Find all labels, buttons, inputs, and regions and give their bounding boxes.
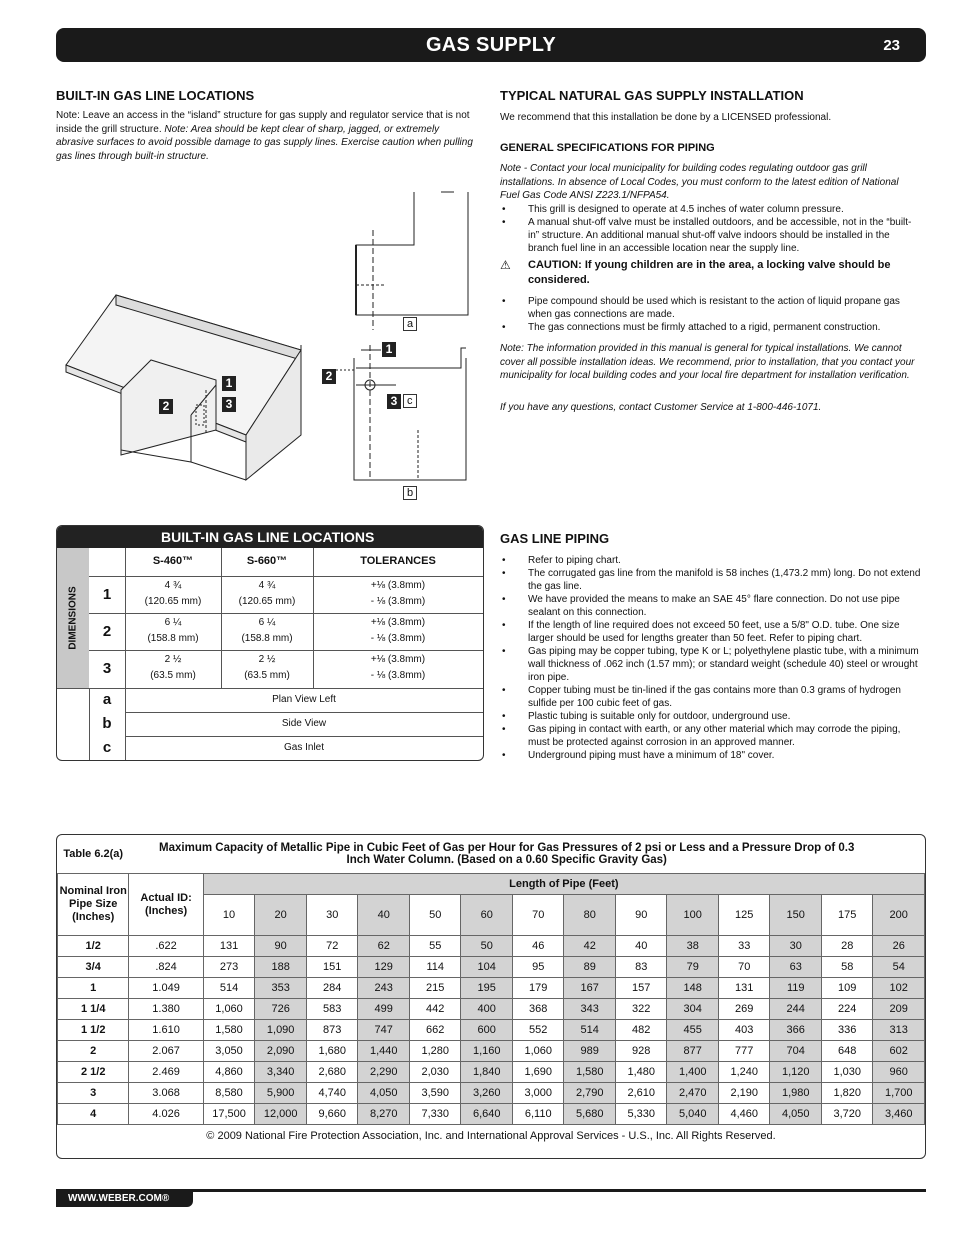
- cell-s660: 4 ¾: [258, 580, 276, 591]
- capacity-value: 989: [564, 1041, 616, 1062]
- length-header: 200: [873, 895, 925, 936]
- legend-key: c: [102, 739, 112, 756]
- capacity-value: 17,500: [203, 1104, 255, 1125]
- capacity-value: 336: [821, 1020, 873, 1041]
- capacity-value: 777: [718, 1041, 770, 1062]
- warning-icon: ⚠: [500, 258, 511, 272]
- capacity-value: 83: [615, 957, 667, 978]
- legend-key: b: [102, 715, 112, 732]
- table-row: [58, 999, 925, 1020]
- length-header: 20: [255, 895, 307, 936]
- capacity-value: 12,000: [255, 1104, 307, 1125]
- cell-tol-minus: - ⅛ (3.8mm): [370, 633, 426, 644]
- capacity-value: 179: [512, 978, 564, 999]
- capacity-value: 1,580: [564, 1062, 616, 1083]
- length-header: 90: [615, 895, 667, 936]
- capacity-value: 195: [461, 978, 513, 999]
- capacity-value: 167: [564, 978, 616, 999]
- list-item: • The gas connections must be firmly attached to a rigid, permanent construction.: [500, 321, 920, 334]
- label-a: a: [403, 317, 417, 331]
- cell-tol-plus: +⅛ (3.8mm): [370, 654, 426, 665]
- capacity-value: 4,860: [203, 1062, 255, 1083]
- cell-tol-plus: +⅛ (3.8mm): [370, 617, 426, 628]
- capacity-value: 8,270: [358, 1104, 410, 1125]
- capacity-value: 104: [461, 957, 513, 978]
- capacity-value: 4,050: [770, 1104, 822, 1125]
- pipe-size: 3/4: [58, 957, 129, 978]
- actual-id: 2.067: [129, 1041, 203, 1062]
- cell-s460: 4 ¾: [164, 580, 182, 591]
- capacity-value: 90: [255, 936, 307, 957]
- capacity-value: 215: [409, 978, 461, 999]
- capacity-value: 1,090: [255, 1020, 307, 1041]
- row-number: 2: [102, 623, 112, 640]
- capacity-value: 129: [358, 957, 410, 978]
- section-heading-natural-gas: TYPICAL NATURAL GAS SUPPLY INSTALLATION: [500, 88, 804, 103]
- capacity-value: 514: [203, 978, 255, 999]
- table-title: Maximum Capacity of Metallic Pipe in Cubic Feet of Gas per Hour for Gas Pressures of 2 psi or Less and a Pressure Drop of 0.3 Inch Water Column. (Based on a 0.60 Specific Gravity Gas): [159, 842, 855, 866]
- capacity-value: 313: [873, 1020, 925, 1041]
- capacity-value: 3,050: [203, 1041, 255, 1062]
- legend-value: Side View: [281, 718, 327, 729]
- capacity-value: 2,470: [667, 1083, 719, 1104]
- cell-s660-mm: (158.8 mm): [241, 633, 293, 644]
- table-id: Table 6.2(a): [63, 848, 124, 860]
- footer-url[interactable]: WWW.WEBER.COM®: [56, 1189, 193, 1207]
- actual-id: 1.049: [129, 978, 203, 999]
- capacity-value: 304: [667, 999, 719, 1020]
- legend-value: Gas Inlet: [283, 742, 325, 753]
- contact-note: If you have any questions, contact Customer Service at 1-800-446-1071.: [500, 402, 822, 413]
- list-item: • Refer to piping chart.: [500, 554, 922, 567]
- pipe-size: 1: [58, 978, 129, 999]
- capacity-value: 5,900: [255, 1083, 307, 1104]
- capacity-value: 50: [461, 936, 513, 957]
- col-header-actual-id: Actual ID: (Inches): [129, 874, 203, 936]
- capacity-value: 1,120: [770, 1062, 822, 1083]
- capacity-value: 38: [667, 936, 719, 957]
- capacity-value: 119: [770, 978, 822, 999]
- capacity-value: 499: [358, 999, 410, 1020]
- length-header: 100: [667, 895, 719, 936]
- dimensions-side-label: DIMENSIONS: [57, 548, 89, 688]
- capacity-value: 33: [718, 936, 770, 957]
- capacity-value: 583: [306, 999, 358, 1020]
- capacity-value: 368: [512, 999, 564, 1020]
- capacity-value: 4,740: [306, 1083, 358, 1104]
- pipe-size: 1 1/4: [58, 999, 129, 1020]
- list-item: • A manual shut-off valve must be installed outdoors, and be accessible, not in the “built-in” structure. An additional manual shut-off valve indoors should be installed in the branch fuel line in an accessible location near the supply line.: [500, 216, 920, 255]
- capacity-value: 26: [873, 936, 925, 957]
- capacity-value: 2,190: [718, 1083, 770, 1104]
- callout-2-iso: 2: [159, 399, 173, 414]
- length-header: 30: [306, 895, 358, 936]
- capacity-value: 2,680: [306, 1062, 358, 1083]
- capacity-value: 514: [564, 1020, 616, 1041]
- capacity-value: 284: [306, 978, 358, 999]
- builtin-note: [56, 109, 476, 163]
- caution-text: CAUTION: If young children are in the area, a locking valve should be considered.: [528, 259, 891, 286]
- callout-1-iso: 1: [222, 376, 236, 391]
- capacity-value: 5,680: [564, 1104, 616, 1125]
- capacity-value: 70: [718, 957, 770, 978]
- capacity-value: 9,660: [306, 1104, 358, 1125]
- cell-tol-minus: - ⅛ (3.8mm): [370, 670, 426, 681]
- list-item: • Underground piping must have a minimum of 18" cover.: [500, 749, 922, 762]
- capacity-value: 442: [409, 999, 461, 1020]
- capacity-value: 46: [512, 936, 564, 957]
- callout-2-side: 2: [322, 369, 336, 384]
- capacity-value: 95: [512, 957, 564, 978]
- capacity-value: 58: [821, 957, 873, 978]
- capacity-value: 131: [718, 978, 770, 999]
- callout-3-side: 3: [387, 394, 401, 409]
- capacity-value: 3,720: [821, 1104, 873, 1125]
- cell-s460: 2 ½: [164, 654, 182, 665]
- row-number: 1: [102, 586, 112, 603]
- builtin-note-plain: Note: Leave an access in the “island” structure for gas supply and regulator service that is not inside the grill structure.: [56, 110, 470, 135]
- length-header: 40: [358, 895, 410, 936]
- table-row: [58, 1104, 925, 1125]
- pipe-size: 1/2: [58, 936, 129, 957]
- actual-id: .824: [129, 957, 203, 978]
- pipe-size: 4: [58, 1104, 129, 1125]
- capacity-value: 1,580: [203, 1020, 255, 1041]
- spec-heading: GENERAL SPECIFICATIONS FOR PIPING: [500, 142, 715, 154]
- page-header: [56, 28, 926, 62]
- table-row: [58, 1083, 925, 1104]
- capacity-table: [56, 834, 926, 1159]
- pipe-size: 2: [58, 1041, 129, 1062]
- capacity-value: 63: [770, 957, 822, 978]
- callout-1-side: 1: [382, 342, 396, 357]
- capacity-value: 224: [821, 999, 873, 1020]
- capacity-value: 2,290: [358, 1062, 410, 1083]
- spec-bullets-2: [500, 295, 920, 334]
- caution-block: [500, 258, 920, 288]
- capacity-value: 151: [306, 957, 358, 978]
- capacity-value: 157: [615, 978, 667, 999]
- capacity-value: 1,060: [512, 1041, 564, 1062]
- capacity-value: 28: [821, 936, 873, 957]
- cell-s460-mm: (120.65 mm): [144, 596, 202, 607]
- capacity-value: 188: [255, 957, 307, 978]
- capacity-value: 6,110: [512, 1104, 564, 1125]
- capacity-value: 704: [770, 1041, 822, 1062]
- capacity-value: 1,840: [461, 1062, 513, 1083]
- capacity-value: 3,460: [873, 1104, 925, 1125]
- capacity-value: 1,480: [615, 1062, 667, 1083]
- capacity-value: 1,980: [770, 1083, 822, 1104]
- capacity-value: 2,090: [255, 1041, 307, 1062]
- length-header: 70: [512, 895, 564, 936]
- cell-tol-minus: - ⅛ (3.8mm): [370, 596, 426, 607]
- cell-s460: 6 ¼: [164, 617, 182, 628]
- spec-bullets-1: [500, 203, 920, 255]
- length-header: 125: [718, 895, 770, 936]
- list-item: • If the length of line required does not exceed 50 feet, use a 5/8" O.D. tube. One size larger should be used for lengths greater than 50 feet. Refer to piping chart.: [500, 619, 922, 645]
- legend-key: a: [102, 691, 112, 708]
- length-header: 150: [770, 895, 822, 936]
- capacity-value: 1,160: [461, 1041, 513, 1062]
- table-row: [58, 978, 925, 999]
- label-b: b: [403, 486, 417, 500]
- cell-tol-plus: +⅛ (3.8mm): [370, 580, 426, 591]
- actual-id: 1.380: [129, 999, 203, 1020]
- capacity-value: 648: [821, 1041, 873, 1062]
- table-row: [58, 1062, 925, 1083]
- capacity-value: 1,240: [718, 1062, 770, 1083]
- capacity-value: 30: [770, 936, 822, 957]
- capacity-value: 322: [615, 999, 667, 1020]
- page-title: GAS SUPPLY: [425, 34, 557, 56]
- capacity-value: 6,640: [461, 1104, 513, 1125]
- col-header-s660: S-660™: [246, 555, 288, 567]
- capacity-value: 72: [306, 936, 358, 957]
- capacity-value: 42: [564, 936, 616, 957]
- page-number: 23: [883, 37, 900, 54]
- actual-id: 2.469: [129, 1062, 203, 1083]
- list-item: • Pipe compound should be used which is resistant to the action of liquid propane gas when gas connections are made.: [500, 295, 920, 321]
- capacity-value: 877: [667, 1041, 719, 1062]
- actual-id: 3.068: [129, 1083, 203, 1104]
- length-header: 80: [564, 895, 616, 936]
- capacity-value: 1,060: [203, 999, 255, 1020]
- actual-id: 4.026: [129, 1104, 203, 1125]
- table-row: [58, 1041, 925, 1062]
- list-item: • Copper tubing must be tin-lined if the gas contains more than 0.3 grams of hydrogen sulfide per 100 cubic feet of gas.: [500, 684, 922, 710]
- capacity-value: 1,440: [358, 1041, 410, 1062]
- gas-line-diagram: [56, 180, 486, 510]
- pipe-size: 2 1/2: [58, 1062, 129, 1083]
- capacity-value: 552: [512, 1020, 564, 1041]
- list-item: • We have provided the means to make an SAE 45° flare connection. Do not use pipe sealant on this connection.: [500, 593, 922, 619]
- capacity-value: 1,030: [821, 1062, 873, 1083]
- capacity-value: 244: [770, 999, 822, 1020]
- capacity-value: 2,610: [615, 1083, 667, 1104]
- capacity-grid: [57, 835, 925, 1147]
- length-header: 50: [409, 895, 461, 936]
- label-c: c: [403, 394, 417, 408]
- dimensions-table-title: BUILT-IN GAS LINE LOCATIONS: [57, 526, 483, 548]
- list-item: • Plastic tubing is suitable only for outdoor, underground use.: [500, 710, 922, 723]
- cell-s660: 6 ¼: [258, 617, 276, 628]
- capacity-value: 3,590: [409, 1083, 461, 1104]
- capacity-value: 3,260: [461, 1083, 513, 1104]
- capacity-value: 8,580: [203, 1083, 255, 1104]
- capacity-value: 1,690: [512, 1062, 564, 1083]
- cell-s460-mm: (63.5 mm): [150, 670, 196, 681]
- capacity-value: 343: [564, 999, 616, 1020]
- capacity-value: 482: [615, 1020, 667, 1041]
- capacity-value: 353: [255, 978, 307, 999]
- licensed-note: We recommend that this installation be done by a LICENSED professional.: [500, 112, 832, 123]
- capacity-value: 148: [667, 978, 719, 999]
- capacity-value: 2,790: [564, 1083, 616, 1104]
- col-header-nominal: Nominal Iron Pipe Size (Inches): [58, 874, 129, 936]
- capacity-value: 79: [667, 957, 719, 978]
- capacity-value: 40: [615, 936, 667, 957]
- callout-3-iso: 3: [222, 397, 236, 412]
- pipe-size: 1 1/2: [58, 1020, 129, 1041]
- capacity-value: 102: [873, 978, 925, 999]
- list-item: • This grill is designed to operate at 4.5 inches of water column pressure.: [500, 203, 920, 216]
- capacity-value: 5,330: [615, 1104, 667, 1125]
- capacity-value: 131: [203, 936, 255, 957]
- capacity-value: 873: [306, 1020, 358, 1041]
- table-row: [58, 1020, 925, 1041]
- capacity-value: 2,030: [409, 1062, 461, 1083]
- capacity-value: 455: [667, 1020, 719, 1041]
- capacity-value: 662: [409, 1020, 461, 1041]
- capacity-value: 928: [615, 1041, 667, 1062]
- capacity-value: 7,330: [409, 1104, 461, 1125]
- capacity-value: 5,040: [667, 1104, 719, 1125]
- length-header: 10: [203, 895, 255, 936]
- cell-s660-mm: (120.65 mm): [238, 596, 296, 607]
- col-header-length: Length of Pipe (Feet): [203, 874, 924, 895]
- capacity-value: 960: [873, 1062, 925, 1083]
- capacity-value: 403: [718, 1020, 770, 1041]
- table-row: [58, 957, 925, 978]
- list-item: • The corrugated gas line from the manifold is 58 inches (1,473.2 mm) long. Do not extend the gas line.: [500, 567, 922, 593]
- capacity-value: 1,400: [667, 1062, 719, 1083]
- capacity-value: 4,460: [718, 1104, 770, 1125]
- capacity-value: 54: [873, 957, 925, 978]
- pipe-size: 3: [58, 1083, 129, 1104]
- capacity-value: 4,050: [358, 1083, 410, 1104]
- capacity-value: 1,680: [306, 1041, 358, 1062]
- length-header: 175: [821, 895, 873, 936]
- capacity-value: 62: [358, 936, 410, 957]
- capacity-value: 89: [564, 957, 616, 978]
- capacity-value: 366: [770, 1020, 822, 1041]
- capacity-value: 400: [461, 999, 513, 1020]
- col-header-s460: S-460™: [152, 555, 194, 567]
- row-number: 3: [102, 660, 112, 677]
- col-header-tolerances: TOLERANCES: [360, 555, 436, 567]
- capacity-value: 269: [718, 999, 770, 1020]
- dimensions-table: [56, 525, 484, 761]
- capacity-value: 600: [461, 1020, 513, 1041]
- capacity-value: 747: [358, 1020, 410, 1041]
- list-item: • Gas piping may be copper tubing, type K or L; polyethylene plastic tube, with a minimum wall thickness of .062 inch (1.57 mm); or standard weight (schedule 40) steel or wrought iron pipe.: [500, 645, 922, 684]
- copyright-note: © 2009 National Fire Protection Association, Inc. and International Approval Services - U.S., Inc. All Rights Reserved.: [206, 1130, 776, 1142]
- capacity-value: 1,280: [409, 1041, 461, 1062]
- list-item: • Gas piping in contact with earth, or any other material which may corrode the piping, must be protected against corrosion in an approved manner.: [500, 723, 922, 749]
- actual-id: 1.610: [129, 1020, 203, 1041]
- capacity-value: 109: [821, 978, 873, 999]
- capacity-value: 726: [255, 999, 307, 1020]
- capacity-value: 273: [203, 957, 255, 978]
- capacity-value: 602: [873, 1041, 925, 1062]
- capacity-value: 1,820: [821, 1083, 873, 1104]
- capacity-value: 209: [873, 999, 925, 1020]
- table-row: [58, 936, 925, 957]
- piping-bullets: [500, 554, 922, 762]
- actual-id: .622: [129, 936, 203, 957]
- section-heading-builtin: BUILT-IN GAS LINE LOCATIONS: [56, 88, 255, 103]
- capacity-value: 114: [409, 957, 461, 978]
- legend-value: Plan View Left: [272, 694, 336, 705]
- capacity-value: 55: [409, 936, 461, 957]
- cell-s660-mm: (63.5 mm): [244, 670, 290, 681]
- length-header: 60: [461, 895, 513, 936]
- cell-s660: 2 ½: [258, 654, 276, 665]
- section-heading-piping: GAS LINE PIPING: [500, 531, 610, 546]
- capacity-value: 243: [358, 978, 410, 999]
- capacity-value: 3,000: [512, 1083, 564, 1104]
- builtin-note-italic: Note: Area should be kept clear of sharp, jagged, or extremely abrasive surfaces to avoid possible damage to gas supply lines. Exercise caution when pulling gas lines through built-in structure.: [56, 123, 473, 162]
- spec-note: Note - Contact your local municipality for building codes regulating outdoor gas grill installations. In absence of Local Codes, you must conform to the latest edition of National Fuel Gas Code ANSI Z223.1/NFPA54.: [500, 163, 899, 201]
- general-note: Note: The information provided in this manual is general for typical installations. We cannot cover all possible installation ideas. We recommend, prior to installation, that you contact your municipality for local building codes and your local fire department for installation verification.: [500, 343, 915, 381]
- cell-s460-mm: (158.8 mm): [147, 633, 199, 644]
- capacity-value: 1,700: [873, 1083, 925, 1104]
- capacity-value: 3,340: [255, 1062, 307, 1083]
